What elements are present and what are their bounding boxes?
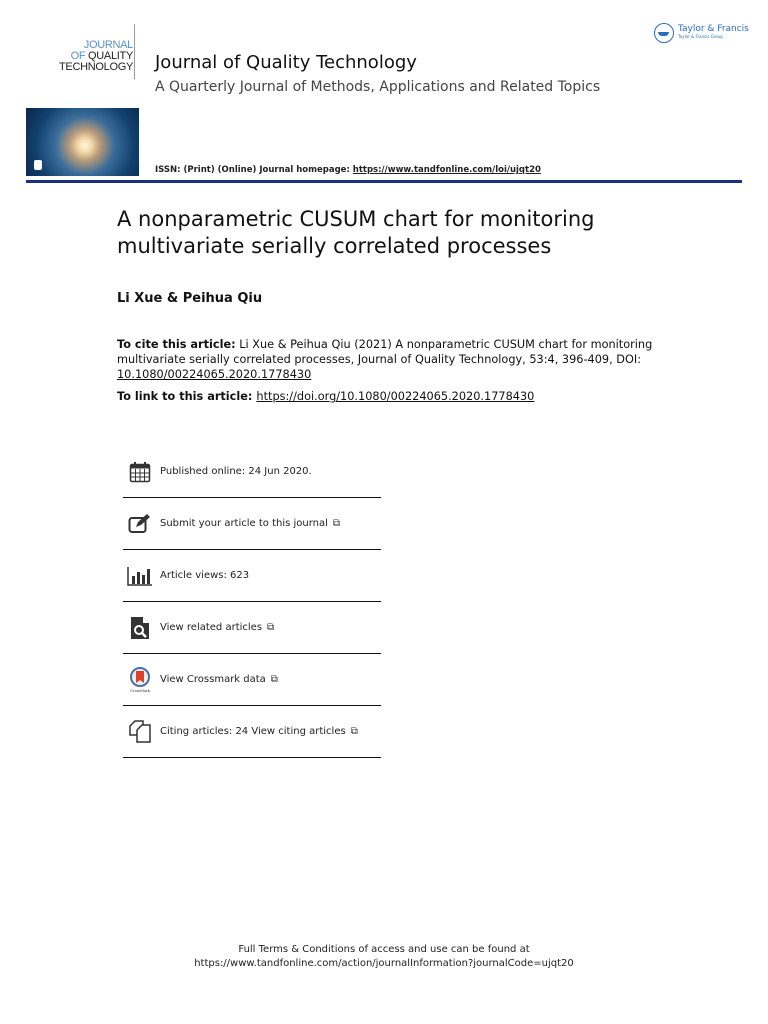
header-divider [26, 180, 742, 183]
cover-title-line3: TECHNOLOGY [58, 61, 133, 73]
related-articles-link[interactable]: View related articles [160, 622, 263, 633]
submit-article-link[interactable]: Submit your article to this journal [160, 518, 328, 529]
issn-line [155, 165, 541, 175]
calendar-icon [127, 459, 153, 485]
citing-articles-item[interactable] [123, 706, 381, 758]
cover-divider [134, 24, 135, 79]
cite-doi-link[interactable]: 10.1080/00224065.2020.1778430 [117, 368, 312, 381]
journal-subtitle: A Quarterly Journal of Methods, Applications and Related Topics [155, 79, 601, 95]
article-link [117, 390, 534, 403]
publisher-logo [654, 23, 749, 43]
cover-title-line1: JOURNAL [83, 39, 133, 51]
publisher-group: Taylor & Francis Group [678, 34, 723, 39]
svg-text:CrossMark: CrossMark [130, 688, 150, 693]
article-info-list [123, 446, 381, 758]
external-link-icon: ⧉ [270, 674, 278, 685]
link-label: To link to this article: [117, 390, 253, 403]
citation [117, 337, 657, 382]
cover-image [26, 108, 139, 176]
bar-chart-icon [127, 563, 153, 589]
crossmark-item[interactable] [123, 654, 381, 706]
publisher-name: Taylor & Francis [678, 24, 749, 34]
external-link-icon: ⧉ [267, 622, 275, 633]
footer-terms-link[interactable]: https://www.tandfonline.com/action/journalInformation?journalCode=ujqt20 [194, 958, 574, 969]
article-views-item [123, 550, 381, 602]
article-views-label: Article views: 623 [160, 570, 250, 581]
crossmark-link[interactable]: View Crossmark data [160, 674, 266, 685]
footer-terms-text: Full Terms & Conditions of access and use can be found at [238, 944, 530, 955]
footer [0, 943, 768, 971]
edit-icon [127, 511, 153, 537]
cover-title [59, 40, 133, 73]
journal-homepage-link[interactable]: https://www.tandfonline.com/loi/ujqt20 [352, 165, 541, 175]
doi-link[interactable]: https://doi.org/10.1080/00224065.2020.1778430 [256, 390, 535, 403]
cite-label: To cite this article: [117, 338, 236, 351]
published-online-item [123, 446, 381, 498]
cover-title-of: OF [70, 50, 86, 62]
cover-top [26, 22, 139, 107]
search-document-icon [127, 615, 153, 641]
related-articles-item[interactable] [123, 602, 381, 654]
publisher-logo-icon [654, 23, 674, 43]
issn-text: ISSN: (Print) (Online) Journal homepage: [155, 165, 353, 175]
citing-articles-link[interactable]: Citing articles: 24 View citing articles [160, 726, 346, 737]
crossmark-icon [127, 667, 153, 693]
cover-society-logo [34, 160, 42, 170]
published-online-label: Published online: 24 Jun 2020. [160, 466, 312, 477]
cover-title-quality: QUALITY [88, 50, 133, 62]
journal-title: Journal of Quality Technology [155, 52, 417, 73]
journal-cover [26, 22, 139, 176]
cite-text: Li Xue & Peihua Qiu (2021) A nonparametric CUSUM chart for monitoring multivariate serially correlated processes, Journal of Quality Technology, 53:4, 396-409, DOI: [117, 338, 653, 366]
article-authors: Li Xue & Peihua Qiu [117, 291, 263, 306]
submit-article-item[interactable] [123, 498, 381, 550]
external-link-icon: ⧉ [332, 518, 341, 529]
copy-icon [127, 719, 153, 745]
article-title: A nonparametric CUSUM chart for monitoring multivariate serially correlated processes [117, 207, 595, 258]
external-link-icon: ⧉ [350, 726, 358, 737]
